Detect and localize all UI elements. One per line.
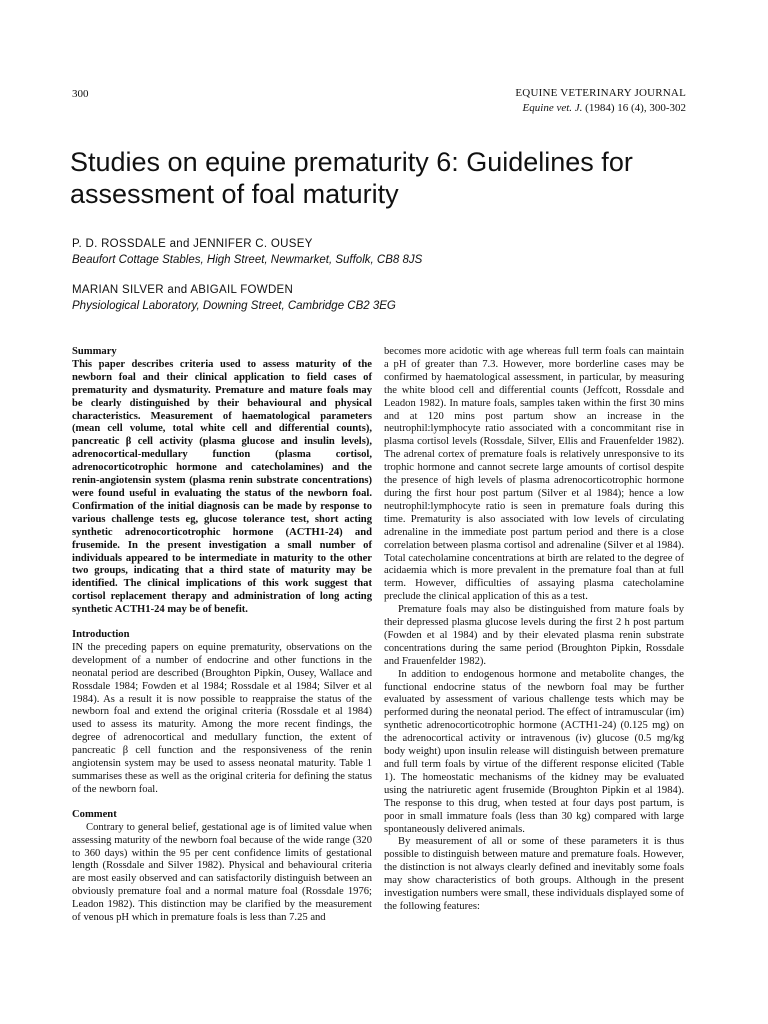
citation-prefix: Equine vet. J. bbox=[522, 101, 583, 114]
citation-details: (1984) 16 (4), 300-302 bbox=[585, 101, 686, 114]
comment-paragraph: Premature foals may also be distinguished from mature foals by their depressed plasma glucose levels during the first 2 h post partum (Fowden et al 1984) and by their elevated plasma renin substrate concentrations during the same period (Broughton Pipkin, Rossdale and Frauenfelder 1982). bbox=[384, 604, 684, 667]
comment-paragraph: By measurement of all or some of these parameters it is thus possible to distinguish between mature and premature foals. However, the distinction is not always clearly defined and inevitably some foals may show characteristics of both groups. Although in the present investigation numbers were small, these individuals displayed some of the following features: bbox=[384, 836, 684, 912]
author-names: MARIAN SILVER and ABIGAIL FOWDEN bbox=[72, 284, 294, 296]
author-block-2 bbox=[72, 282, 712, 314]
introduction-text: IN the preceding papers on equine prematurity, observations on the development of a number of endocrine and other functions in the neonatal period are described (Broughton Pipkin, Ousey, Wallace and Rossdale 1984; Fowden et al 1984; Rossdale et al 1984; Silver et al 1984). As a result it is now possible to reappraise the status of the newborn foal and extend the original criteria (Rossdale et al 1984) used to assess its maturity. Among the more recent findings, the degree of adrenocortical and medullary function, the extent of pancreatic β cell function and the responsiveness of the renin angiotensin system may be used to assess neonatal maturity. Table 1 summarises these as well as the original criteria for defining the status of the newborn foal. bbox=[72, 641, 372, 795]
left-column bbox=[72, 346, 372, 925]
comment-text: Contrary to general belief, gestational age is of limited value when assessing maturity of the newborn foal because of the wide range (320 to 360 days) within the 95 per cent confidence limits of gestational length (Rossdale and Silver 1982). Physical and behavioural criteria are most easily observed and can satisfactorily distinguish between an obviously premature foal and a normal mature foal (Rossdale 1976; Leadon 1982). This distinction may be clarified by the measurement of venous pH which in premature foals is less than 7.25 and bbox=[72, 821, 372, 924]
page-number: 300 bbox=[72, 88, 89, 100]
comment-heading: Comment bbox=[72, 808, 117, 820]
author-affiliation: Beaufort Cottage Stables, High Street, Newmarket, Suffolk, CB8 8JS bbox=[72, 254, 423, 266]
author-affiliation: Physiological Laboratory, Downing Street, Cambridge CB2 3EG bbox=[72, 300, 396, 312]
summary-heading: Summary bbox=[72, 346, 117, 357]
article-title: Studies on equine prematurity 6: Guidelines for assessment of foal maturity bbox=[70, 147, 633, 209]
comment-paragraph: becomes more acidotic with age whereas full term foals can maintain a pH of greater than 7.3. However, more borderline cases may be confirmed by haematological assessment, in particular, by measuring the white blood cell and differential counts (Jeffcott, Rossdale and Leadon 1982). In mature foals, samples taken within the first 30 mins and at 120 mins post partum show an increase in the neutrophil:lymphocyte ratio associated with a concommitant rise in plasma cortisol levels (Rossdale, Silver, Ellis and Frauenfelder 1982). The adrenal cortex of premature foals is relatively unresponsive to its trophic hormone and cannot secrete large amounts of cortisol despite the presence of high levels of plasma adrenocorticotrophic hormone during the first hour post partum (Silver et al 1984); hence a low neutrophil:lymphocyte ratio is seen in premature foals during this time. Prematurity is also associated with low levels of circulating adrenaline in the immediate post partum period and there is a close correlation between plasma cortisol and adrenaline (Silver et al 1984). Total catecholamine concentrations at birth are related to the degree of acidaemia which is more prevalent in the premature foal than at full term. However, difficulties of assaying plasma catecholamine preclude the clinical application of this as a test. bbox=[384, 346, 684, 603]
journal-citation bbox=[515, 101, 686, 116]
comment-paragraph: In addition to endogenous hormone and metabolite changes, the functional endocrine status of the newborn foal may be further evaluated by assessment of various challenge tests which may be performed during the neonatal period. The effect of intramuscular (im) synthetic adrenocorticotrophic hormone (ACTH1-24) (0.125 mg) on the adrenocortical activity or intravenous (iv) glucose (0.5 mg/kg body weight) upon insulin release will distinguish between premature and full term foals by virtue of the different response elicited (Table 1). The homeostatic mechanisms of the kidney may be evaluated using the natriuretic agent frusemide (Broughton Pipkin et al 1984). The response to this drug, when tested at four days post partum, is poor in small immature foals (less than 30 kg) compared with large spontaneously delivered animals. bbox=[384, 668, 684, 835]
author-block-1 bbox=[72, 236, 712, 268]
right-column bbox=[384, 346, 684, 914]
journal-header bbox=[515, 86, 686, 116]
author-names: P. D. ROSSDALE and JENNIFER C. OUSEY bbox=[72, 238, 313, 250]
summary-text: This paper describes criteria used to assess maturity of the newborn foal and their clinical application to field cases of prematurity and dysmaturity. Premature and mature foals may be clearly distinguished by their behavioural and physical characteristics. Measurement of haematological parameters (mean cell volume, total white cell and differential counts), pancreatic β cell activity (plasma glucose and insulin levels), adrenocortical-medullary function (plasma cortisol, adrenocorticotrophic hormone and catecholamines) and the renin-angiotensin system (plasma renin substrate concentrations) were found useful in evaluating the status of the newborn foal. Confirmation of the initial diagnosis can be made by response to various challenge tests eg, glucose tolerance test, short acting synthetic adrenocorticotrophic hormone (ACTH1-24) and frusemide. In the present investigation a small number of individuals appeared to be intermediate in maturity to the other two groups, indicating that a third state of maturity may be identified. The clinical implications of this work suggest that cortisol replacement therapy and administration of long acting synthetic ACTH1-24 may be of benefit. bbox=[72, 358, 372, 616]
introduction-heading: Introduction bbox=[72, 629, 130, 641]
journal-name: EQUINE VETERINARY JOURNAL bbox=[515, 87, 686, 99]
